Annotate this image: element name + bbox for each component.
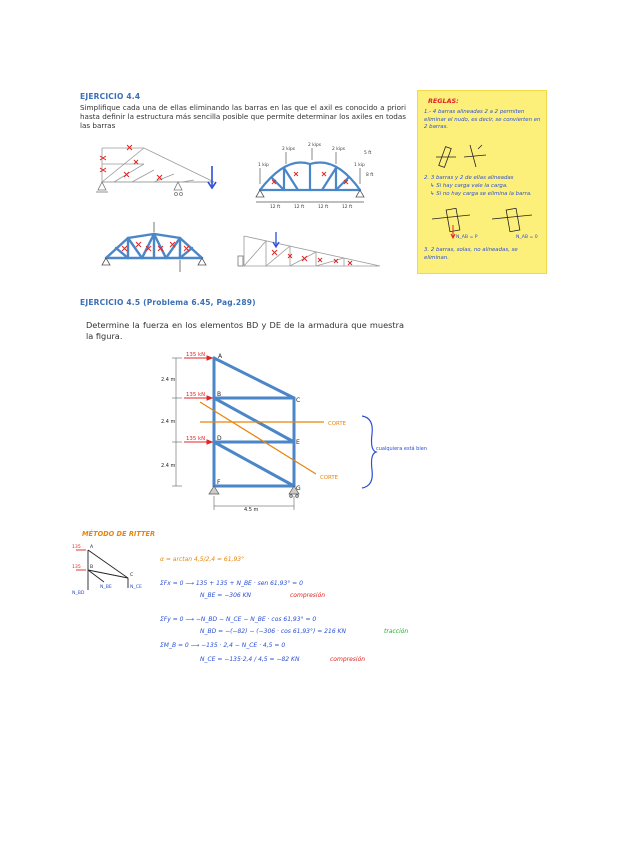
ritter-nce: N_CE [130, 585, 142, 590]
rule-2-sketch [428, 205, 542, 241]
figure-truss-kips [236, 142, 378, 212]
dim-width: 4.5 m [244, 507, 259, 513]
kips-right: 1 kip [354, 163, 365, 168]
rule-1: 1.- 4 barras alineadas 2 a 2 permiten eliminar el nudo, es decir, se convierten en 2 barras. [424, 109, 541, 131]
figure-truss-3 [98, 220, 210, 280]
node-e: E [296, 439, 300, 446]
ritter-135b: 135 [72, 565, 81, 570]
ritter-sketch [72, 540, 152, 596]
eq-summb-result: N_CE = −135·2,4 / 4,5 = −82 KN [200, 656, 300, 663]
rule-1-sketch [434, 141, 494, 171]
node-c: C [296, 397, 301, 404]
kips-d1: 12 ft [270, 205, 281, 210]
ritter-b: B [90, 565, 94, 570]
rule-2-label-1: N_AB = P [456, 235, 478, 240]
kips-d2: 12 ft [294, 205, 305, 210]
dim-2: 2.4 m [161, 419, 176, 425]
kips-d4: 12 ft [342, 205, 353, 210]
ex45-title: EJERCICIO 4.5 (Problema 6.45, Pag.289) [80, 298, 256, 307]
ritter-nbd: N_BD [72, 591, 85, 596]
corte-label-1: CORTE [328, 421, 347, 427]
ritter-c: C [130, 573, 134, 578]
kips-top-left: 2 kips [282, 147, 296, 152]
rule-2b: ↳ Si hay carga vale la carga. [430, 183, 508, 189]
eq-sumfx: ΣFx = 0 ⟶ 135 + 135 + N_BE · sen 61,93° = 0 [160, 580, 303, 587]
eq-summb: ΣM_B = 0 ⟶ −135 · 2,4 − N_CE · 4,5 = 0 [160, 642, 286, 649]
truss-load-2: 135 kN [186, 392, 206, 398]
kips-h: 5 ft [364, 151, 372, 156]
rules-title: REGLAS: [428, 97, 459, 105]
kips-h2: 8 ft [366, 173, 374, 178]
dim-3: 2.4 m [161, 463, 176, 469]
node-d: D [217, 435, 222, 442]
kips-top-right: 2 kips [332, 147, 346, 152]
node-f: F [217, 479, 221, 486]
ex44-title: EJERCICIO 4.4 [80, 92, 141, 101]
brace-note: cualquiera está bien [376, 446, 427, 452]
eq-summb-comment: compresión [330, 656, 366, 663]
eq-sumfx-result: N_BE = −306 KN [200, 592, 252, 599]
ritter-135a: 135 [72, 545, 81, 550]
kips-d3: 12 ft [318, 205, 329, 210]
figure-truss-abcdefg [160, 346, 450, 516]
kips-mid: 2 kips [308, 143, 322, 148]
figure-truss-4 [236, 228, 384, 276]
figure-truss-1 [94, 142, 220, 208]
node-g: G [296, 485, 301, 492]
node-b: B [217, 391, 222, 398]
rules-sticky-note [417, 90, 547, 274]
truss-load-1: 135 kN [186, 352, 206, 358]
eq-sumfy-comment: tracción [384, 628, 409, 635]
corte-label-2: CORTE [320, 475, 339, 481]
rule-2a: 2. 3 barras y 2 de ellas alineadas [424, 175, 514, 181]
kips-left: 1 kip [258, 163, 269, 168]
alpha-eq: α = arctan 4,5/2,4 = 61,93° [160, 556, 245, 563]
ritter-nbe: N_BE [100, 585, 112, 590]
truss-load-3: 135 kN [186, 436, 206, 442]
node-a: A [218, 353, 223, 360]
method-title: MÉTODO DE RITTER [82, 530, 156, 538]
eq-sumfx-comment: compresión [290, 592, 326, 599]
rule-2-label-2: N_AB = 0 [516, 235, 538, 240]
ex45-text: Determine la fuerza en los elementos BD y DE de la armadura que muestra la figura. [86, 320, 404, 341]
eq-sumfy: ΣFy = 0 ⟶ −N_BD − N_CE − N_BE · cos 61,93° = 0 [160, 616, 317, 623]
ritter-a: A [90, 545, 94, 550]
ex44-text: Simplifique cada una de ellas eliminando las barras en las que el axil es conocido a priori hasta definir la estructura más sencilla posible que permite determinar los axiles en todas las barras [80, 103, 406, 130]
rule-2c: ↳ Si no hay carga se elimina la barra. [430, 191, 532, 197]
rule-3: 3. 2 barras, solas, no alineadas, se eliminan. [424, 247, 518, 261]
dim-1: 2.4 m [161, 377, 176, 383]
eq-sumfy-result: N_BD = −(−82) − (−306 · cos 61,93°) = 216 KN [200, 628, 346, 635]
